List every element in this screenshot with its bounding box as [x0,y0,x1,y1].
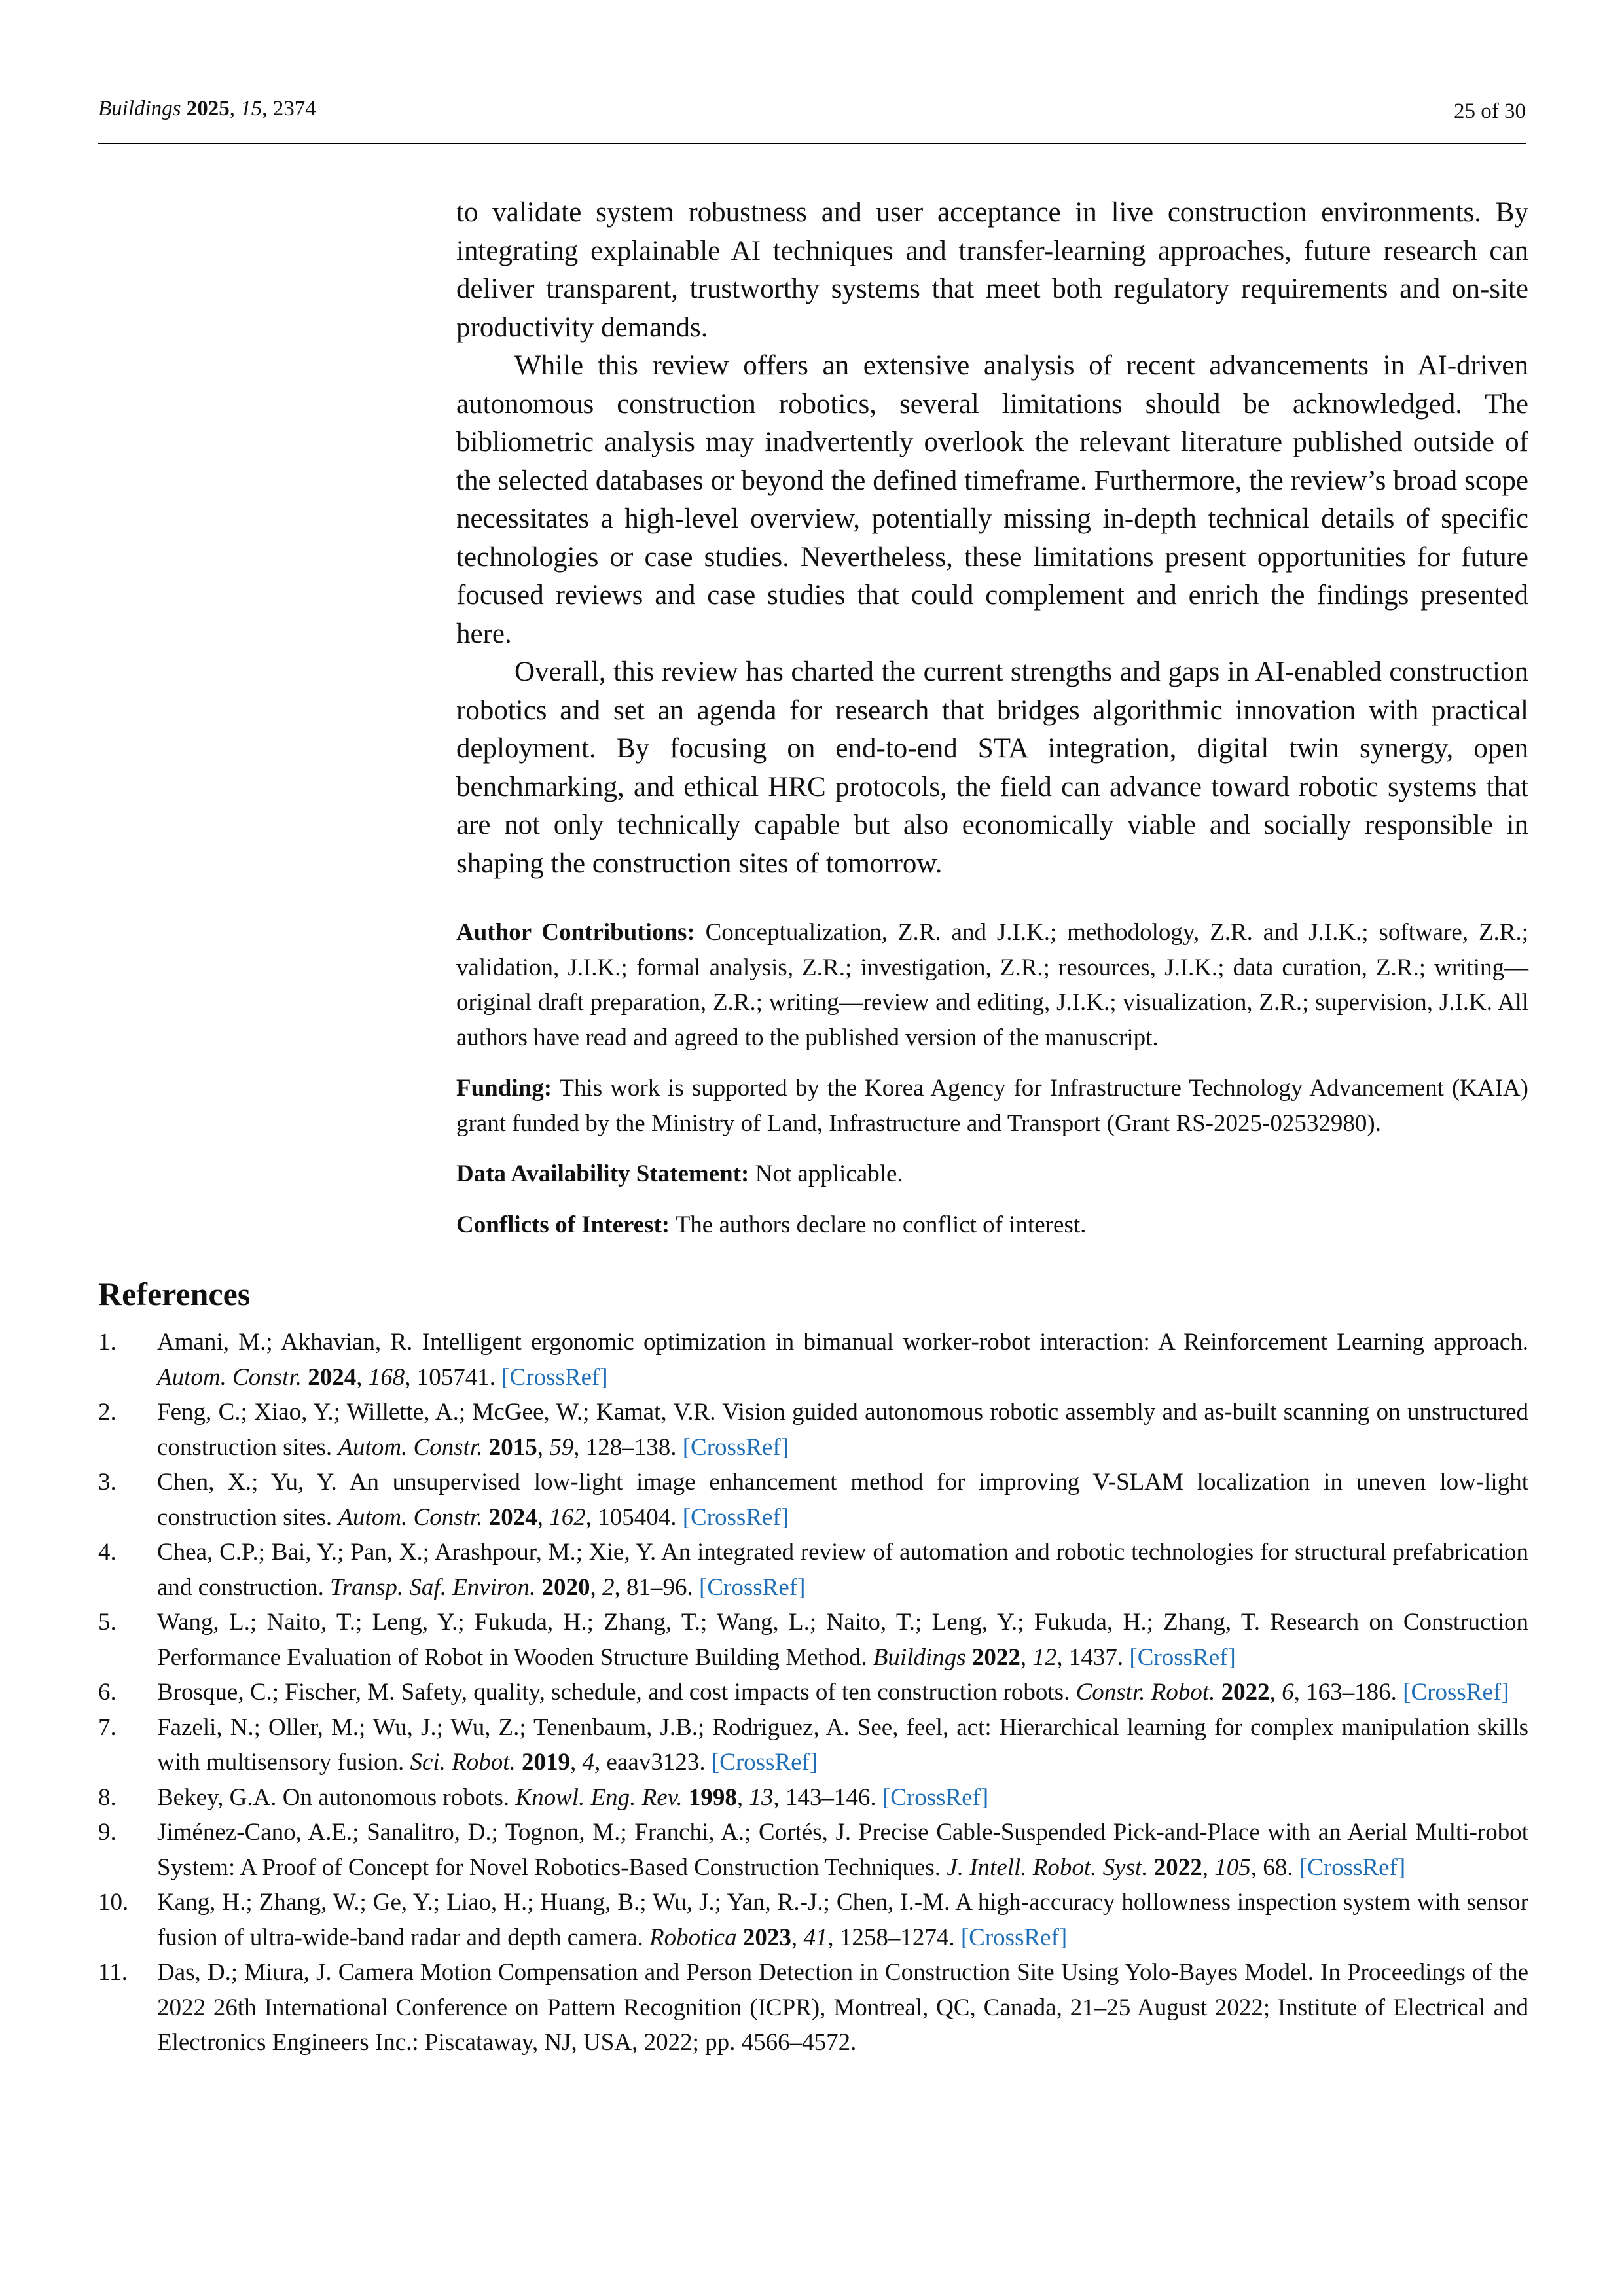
reference-pages: , 1258–1274. [827,1924,955,1951]
reference-item: 4. Chea, C.P.; Bai, Y.; Pan, X.; Arashpour, M.; Xie, Y. An integrated review of automation and robotic technologies for structural prefabrication and construction. Transp. Saf. Environ. 2020, 2, 81–96. [CrossRef] [98,1535,1528,1605]
reference-item: 8. Bekey, G.A. On autonomous robots. Knowl. Eng. Rev. 1998, 13, 143–146. [CrossRef] [98,1780,1528,1816]
reference-pages: , 1437. [1056,1643,1124,1671]
reference-journal: Autom. Constr. [338,1433,483,1461]
reference-pages: , 105404. [585,1503,677,1531]
crossref-link[interactable]: [CrossRef] [682,1433,789,1461]
reference-text: Chea, C.P.; Bai, Y.; Pan, X.; Arashpour, M.; Xie, Y. An integrated review of automation and robotic technologies for structural prefabrication and construction. [157,1539,1528,1601]
reference-volume: 41 [803,1924,828,1951]
conflicts-text: The authors declare no conflict of interest. [675,1211,1087,1238]
crossref-link[interactable]: [CrossRef] [501,1363,608,1391]
paragraph-conclusion: Overall, this review has charted the current strengths and gaps in AI-enabled construction robotics and set an agenda for research that bridges algorithmic innovation with practical deployment. By focusing on end-to-end STA integration, digital twin synergy, open benchmarking, and ethical HRC protocols, the field can advance toward robotic systems that are not only technically capable but also economically viable and socially responsible in shaping the construction sites of tomorrow. [456,656,1528,879]
reference-text: Jiménez-Cano, A.E.; Sanalitro, D.; Tognon, M.; Franchi, A.; Cortés, J. Precise Cable-Suspended Pick-and-Place with an Aerial Multi-robot System: A Proof of Concept for Novel Robotics-Based Construction Techniques. [157,1819,1528,1881]
reference-number: 7. [98,1713,117,1741]
conflicts-label: Conflicts of Interest: [456,1211,670,1238]
article-number: 2374 [272,97,316,120]
reference-year: 2024 [488,1503,537,1531]
reference-pages: , 143–146. [773,1784,876,1811]
reference-journal: Transp. Saf. Environ. [330,1573,536,1601]
reference-text: Fazeli, N.; Oller, M.; Wu, J.; Wu, Z.; Tenenbaum, J.B.; Rodriguez, A. See, feel, act: Hierarchical learning for complex manipulation skills with multisensory fusion. [157,1713,1528,1776]
crossref-link[interactable]: [CrossRef] [699,1573,806,1601]
reference-volume: 168 [368,1363,405,1391]
reference-volume: 2 [602,1573,615,1601]
author-contributions-label: Author Contributions: [456,919,695,946]
reference-number: 11. [98,1959,128,1986]
reference-year: 2022 [1221,1679,1270,1706]
reference-volume: 4 [582,1749,595,1776]
reference-volume: 105 [1214,1854,1251,1881]
running-header [98,97,1526,144]
journal-volume: 15 [240,97,262,120]
reference-year: 2023 [742,1924,791,1951]
crossref-link[interactable]: [CrossRef] [882,1784,989,1811]
reference-number: 2. [98,1399,117,1426]
reference-number: 4. [98,1539,117,1566]
reference-text: Kang, H.; Zhang, W.; Ge, Y.; Liao, H.; Huang, B.; Wu, J.; Yan, R.-J.; Chen, I.-M. A high-accuracy hollowness inspection system with sensor fusion of ultra-wide-band radar and depth camera. [157,1889,1528,1951]
reference-text: Feng, C.; Xiao, Y.; Willette, A.; McGee, W.; Kamat, V.R. Vision guided autonomous robotic assembly and as-built scanning on unstructured construction sites. [157,1399,1528,1461]
author-contributions-text: Conceptualization, Z.R. and J.I.K.; methodology, Z.R. and J.I.K.; software, Z.R.; validation, J.I.K.; formal analysis, Z.R.; investigation, Z.R.; resources, J.I.K.; data curation, Z.R.; writing—original draft preparation, Z.R.; writing—review and editing, J.I.K.; visualization, Z.R.; supervision, J.I.K. All authors have read and agreed to the published version of the manuscript. [456,919,1529,1051]
reference-year: 1998 [688,1784,737,1811]
body-text [456,194,1528,883]
crossref-link[interactable]: [CrossRef] [1403,1679,1509,1706]
journal-name: Buildings [98,97,181,120]
reference-item: 3. Chen, X.; Yu, Y. An unsupervised low-light image enhancement method for improving V-SLAM localization in uneven low-light construction sites. Autom. Constr. 2024, 162, 105404. [CrossRef] [98,1465,1528,1535]
crossref-link[interactable]: [CrossRef] [711,1749,818,1776]
reference-list [98,1325,1528,2060]
reference-pages: , eaav3123. [594,1749,706,1776]
reference-pages: , 128–138. [573,1433,677,1461]
crossref-link[interactable]: [CrossRef] [1299,1854,1406,1881]
back-matter [456,915,1528,1258]
reference-journal: Constr. Robot. [1075,1679,1216,1706]
author-contributions [456,915,1528,1055]
reference-item: 5. Wang, L.; Naito, T.; Leng, Y.; Fukuda, H.; Zhang, T.; Wang, L.; Naito, T.; Leng, Y.; Fukuda, H.; Zhang, T. Research on Construction Performance Evaluation of Robot in Wooden Structure Building Method. Buildings 2022, 12, 1437. [CrossRef] [98,1605,1528,1675]
data-availability [456,1157,1528,1192]
crossref-link[interactable]: [CrossRef] [682,1503,789,1531]
reference-item: 10. Kang, H.; Zhang, W.; Ge, Y.; Liao, H.; Huang, B.; Wu, J.; Yan, R.-J.; Chen, I.-M. A high-accuracy hollowness inspection system with sensor fusion of ultra-wide-band radar and depth camera. Robotica 2023, 41, 1258–1274. [CrossRef] [98,1885,1528,1955]
conflicts-of-interest [456,1208,1528,1243]
reference-item [98,1955,1528,2060]
reference-item: 9. Jiménez-Cano, A.E.; Sanalitro, D.; Tognon, M.; Franchi, A.; Cortés, J. Precise Cable-Suspended Pick-and-Place with an Aerial Multi-robot System: A Proof of Concept for Novel Robotics-Based Construction Techniques. J. Intell. Robot. Syst. 2022, 105, 68. [CrossRef] [98,1815,1528,1885]
reference-text: Wang, L.; Naito, T.; Leng, Y.; Fukuda, H.; Zhang, T.; Wang, L.; Naito, T.; Leng, Y.; Fukuda, H.; Zhang, T. Research on Construction Performance Evaluation of Robot in Wooden Structure Building Method. [157,1609,1528,1671]
reference-pages: , 163–186. [1293,1679,1397,1706]
journal-year: 2025 [186,97,230,120]
reference-year: 2022 [1153,1854,1202,1881]
reference-volume: 12 [1032,1643,1057,1671]
reference-journal: J. Intell. Robot. Syst. [947,1854,1148,1881]
reference-item: 7. Fazeli, N.; Oller, M.; Wu, J.; Wu, Z.; Tenenbaum, J.B.; Rodriguez, A. See, feel, act: Hierarchical learning for complex manipulation skills with multisensory fusion. Sci. Robot. 2019, 4, eaav3123. [CrossRef] [98,1710,1528,1780]
reference-number: 1. [98,1329,117,1355]
reference-journal: Buildings [873,1643,966,1671]
reference-text: Brosque, C.; Fischer, M. Safety, quality, schedule, and cost impacts of ten construction robots. [157,1679,1070,1706]
crossref-link[interactable]: [CrossRef] [1129,1643,1236,1671]
reference-number: 10. [98,1889,129,1916]
reference-item: 1. Amani, M.; Akhavian, R. Intelligent ergonomic optimization in bimanual worker-robot interaction: A Reinforcement Learning approach. Autom. Constr. 2024, 168, 105741. [CrossRef] [98,1325,1528,1395]
reference-number: 6. [98,1679,117,1706]
reference-journal: Robotica [649,1924,737,1951]
reference-year: 2015 [488,1433,537,1461]
page-number: 25 of 30 [1454,99,1526,123]
reference-volume: 162 [549,1503,586,1531]
funding [456,1071,1528,1141]
reference-year: 2020 [541,1573,590,1601]
reference-text: Chen, X.; Yu, Y. An unsupervised low-light image enhancement method for improving V-SLAM localization in uneven low-light construction sites. [157,1469,1528,1531]
paragraph-limitations: While this review offers an extensive analysis of recent advancements in AI-driven autonomous construction robotics, several limitations should be acknowledged. The bibliometric analysis may inadvertently overlook the relevant literature published outside of the selected databases or beyond the defined timeframe. Furthermore, the review’s broad scope necessitates a high-level overview, potentially missing in-depth technical details of specific technologies or case studies. Nevertheless, these limitations present opportunities for future focused reviews and case studies that could complement and enrich the findings presented here. [456,350,1528,649]
reference-year: 2019 [522,1749,571,1776]
reference-year: 2022 [971,1643,1020,1671]
reference-pages: , 105741. [405,1363,496,1391]
reference-volume: 59 [549,1433,574,1461]
reference-journal: Sci. Robot. [410,1749,516,1776]
reference-item: 6. Brosque, C.; Fischer, M. Safety, quality, schedule, and cost impacts of ten construction robots. Constr. Robot. 2022, 6, 163–186. [CrossRef] [98,1675,1528,1710]
reference-number: 5. [98,1609,117,1636]
reference-item: 2. Feng, C.; Xiao, Y.; Willette, A.; McGee, W.; Kamat, V.R. Vision guided autonomous robotic assembly and as-built scanning on unstructured construction sites. Autom. Constr. 2015, 59, 128–138. [CrossRef] [98,1395,1528,1465]
reference-pages: , 68. [1250,1854,1293,1881]
reference-journal: Knowl. Eng. Rev. [515,1784,683,1811]
reference-pages: , 81–96. [614,1573,693,1601]
funding-text: This work is supported by the Korea Agency for Infrastructure Technology Advancement (KAIA) grant funded by the Ministry of Land, Infrastructure and Transport (Grant RS-2025-02532980). [456,1075,1528,1137]
reference-text: Das, D.; Miura, J. Camera Motion Compensation and Person Detection in Construction Site Using Yolo-Bayes Model. In Proceedings of the 2022 26th International Conference on Pattern Recognition (ICPR), Montreal, QC, Canada, 21–25 August 2022; Institute of Electrical and Electronics Engineers Inc.: Piscataway, NJ, USA, 2022; pp. 4566–4572. [157,1959,1528,2056]
reference-journal: Autom. Constr. [338,1503,483,1531]
paragraph-continued: to validate system robustness and user acceptance in live construction environments. By integrating explainable AI techniques and transfer-learning approaches, future research can deliver transparent, trustworthy systems that meet both regulatory requirements and on-site productivity demands. [456,197,1528,343]
reference-number: 9. [98,1819,117,1846]
reference-journal: Autom. Constr. [157,1363,302,1391]
data-availability-label: Data Availability Statement: [456,1160,749,1187]
reference-number: 8. [98,1784,117,1811]
reference-year: 2024 [308,1363,357,1391]
reference-number: 3. [98,1469,117,1496]
reference-text: Bekey, G.A. On autonomous robots. [157,1784,510,1811]
references-heading: References [98,1276,251,1312]
reference-volume: 6 [1282,1679,1294,1706]
funding-label: Funding: [456,1075,552,1102]
crossref-link[interactable]: [CrossRef] [960,1924,1068,1951]
journal-citation: Buildings 2025, 15, 2374 [98,97,316,120]
reference-volume: 13 [749,1784,774,1811]
reference-text: Amani, M.; Akhavian, R. Intelligent ergonomic optimization in bimanual worker-robot interaction: A Reinforcement Learning approach. [157,1329,1528,1355]
data-availability-text: Not applicable. [755,1160,903,1187]
